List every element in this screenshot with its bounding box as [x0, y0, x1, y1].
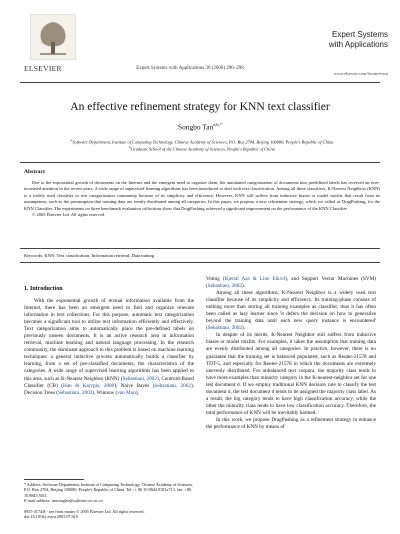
keywords-list: KNN; Text classification; Information retrieval; Data mining: [44, 253, 155, 258]
abstract-heading: Abstract: [24, 169, 45, 175]
left-column-text: [24, 298, 194, 397]
section-heading-introduction: 1. Introduction: [24, 286, 63, 292]
header-divider: [20, 82, 380, 83]
footnote-divider: [24, 479, 84, 480]
citation-link[interactable]: Sebastiani, 2002: [207, 325, 243, 332]
journal-name: [329, 30, 388, 50]
affiliation-b: $^b$Graduate School of the Chinese Academy of Sciences, People's Republic of China: [129, 145, 275, 152]
keywords-divider: [20, 262, 380, 263]
abstract-body: [24, 180, 380, 218]
author-name: Songbo Tan: [177, 122, 214, 132]
journal-citation-line: Expert Systems with Applications 30 (2006) 290–298: [136, 66, 244, 71]
footnote: [24, 482, 194, 519]
footnote-doi[interactable]: doi:10.1016/j.eswa.2005.07.019: [24, 514, 78, 520]
citation-link[interactable]: Han & Karypis, 2000: [62, 382, 115, 389]
intro-paragraph-4: In this work, we propose DragPushing as a refinement strategy to enhance the performance of KNN by means of: [206, 416, 376, 430]
publisher-name: ELSEVIER: [24, 64, 62, 73]
citation-link[interactable]: Kjersti Aas & Line Eikvil: [224, 276, 286, 282]
author-superscript: a,b,*: [213, 122, 223, 127]
keywords-label: Keywords:: [24, 253, 44, 258]
intro-paragraph-3: In despite of its merits, K-Nearest Neighbor still suffers from inductive biases or model misfits. For examples, it takes the assumption that training data are evenly distributed among all categories. In practice, however, there is no guarantee that the training set is balanced populated, such as Reuter-21578 and TDT-5, and especially for Reuter-21578 in which the documents are extremely unevenly distributed. For unbalanced text corpora, the majority class tends to have more examples than minority category in the K-nearest-neighbor set for one test document d. If we employ traditional KNN decision rule to classify the test document d, the test document d tends to be assigned the majority class label. As a result, the big category tends to have high classification accuracy, while the other the minority class tends to have low classification accuracy. Therefore, the total performance of KNN will be inevitably harmed.: [206, 332, 376, 416]
abstract-copyright: © 2005 Elsevier Ltd. All rights reserved.: [32, 212, 106, 218]
footnote-address: * Address: Software Department, Institute of Computing Technology, Chinese Academy of Sciences, P.O. Box 2704, Beijing 100080, People's Republic of China. Tel.: + 86 10 8844 9181x713; fax: +86 10 8845 5011.: [24, 482, 194, 498]
right-column-text: [206, 276, 376, 431]
citation-link[interactable]: Sebastiani, 2002: [154, 382, 191, 389]
keywords-line: [24, 253, 154, 258]
abstract-bottom-divider: [20, 248, 380, 249]
affiliation-a: $^a$Software Department, Institute of Computing Technology, Chinese Academy of Sciences, P.O. Box 2704, Beijing 100080, People's Republic of China: [70, 138, 334, 145]
affiliation-a-text: Software Department, Institute of Computing Technology, Chinese Academy of Sciences, P.O. Box 2704, Beijing 100080, People's Republic of China: [72, 139, 334, 145]
paper-author: [20, 122, 380, 131]
citation-link[interactable]: Sebastiani, 2002: [207, 283, 243, 290]
intro-paragraph-1: With the exponential growth of textual information available from the Internet, there has been an emergent need to find and organize relevant information in text collections. For this purpose, automatic text categorization becomes a significant tool to utilize text information efficiently and effectively. Text categorization aims to automatically place the pre-defined labels on previously unseen documents. It is an active research area in information retrieval, machine learning and natural language processing. In the research community, the dominant approach to this problem is based on machine learning techniques: a general inductive process automatically builds a classifier by learning, from a set of pre-classified documents, the characteristics of the categories. A wide range of supervised learning algorithms has been applied to this area, such as K-Nearest Neighbor (KNN) (Sebastiani, 2002), Centroid-Based Classifier (CB) (Han & Karypis, 2000), Naive Bayes (Sebastiani, 2002), Decision Trees (Sebastiani, 2002), Winnow (van Mun),: [24, 298, 194, 396]
citation-link[interactable]: van Mun: [117, 389, 136, 396]
intro-paragraph-2: Among all these algorithms, K-Nearest Neighbor is a widely used text classifier because of its simplicity and efficiency. Its training-phase consists of nothing more than storing all training examples as classifier, thus it has often been called as lazy learner since 'it defers the decision on how to generalize beyond the training data until each new query instance is encountered' (Sebastiani, 2002).: [206, 290, 376, 332]
journal-name-line-2: with Applications: [328, 40, 388, 49]
citation-link[interactable]: Sebastiani, 2002: [58, 389, 93, 396]
abstract-top-divider: [20, 162, 380, 163]
abstract-text: Due to the exponential growth of documents on the Internet and the emergent need to organize them, the automated categorization of documents into predefined labels has received an ever-increased attention in the recent years. A wide range of supervised learning algorithms has been introduced to deal with text classification. Among all these classifiers, K-Nearest Neighbors (KNN) is a widely used classifier in text categorization community because of its simplicity and efficiency. However, KNN still suffers from inductive biases or model misfits that result from its assumptions, such as the presumption that training data are evenly distributed among all categories. In this paper, we propose a new refinement strategy, which we called as DragPushing, for the KNN Classifier. The experiments on three benchmark evaluation collections show that DragPushing achieved a significant improvement on the performance of the KNN Classifier.: [24, 180, 380, 211]
footnote-issn: 0957-4174/$ - see front matter © 2005 Elsevier Ltd. All rights reserved.: [24, 508, 145, 514]
elsevier-tree-logo-icon: [30, 14, 76, 60]
paper-title: An effective refinement strategy for KNN text classifier: [70, 100, 330, 113]
journal-url-link[interactable]: www.elsevier.com/locate/eswa: [333, 71, 388, 76]
affiliation-b-text: Graduate School of the Chinese Academy of Sciences, People's Republic of China: [130, 146, 275, 152]
footnote-email: E-mail address: tansongbo@software.ict.ac.cn: [24, 498, 103, 504]
intro-paragraph-1-cont: Voting (Kjersti Aas & Line Eikvil), and Support Vector Machines (SVM) (Sebastiani, 2002).: [206, 276, 376, 290]
citation-link[interactable]: Sebastiani, 2002: [122, 375, 157, 382]
journal-name-line-1: Expert Systems: [331, 30, 388, 39]
